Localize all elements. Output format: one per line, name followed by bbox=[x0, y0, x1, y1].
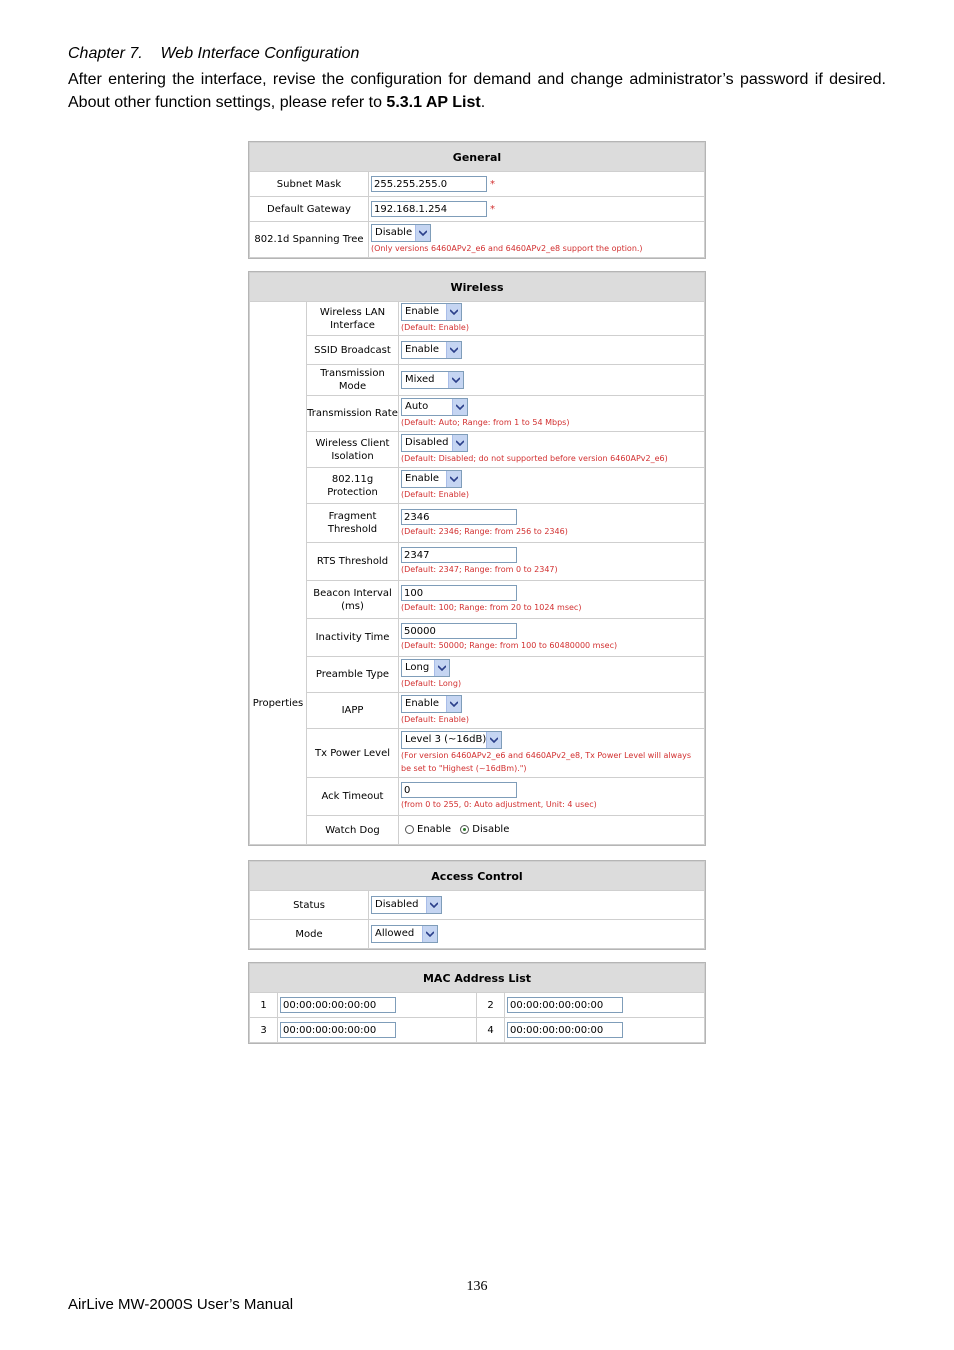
chevron-down-icon bbox=[426, 897, 441, 913]
client-isolation-select[interactable] bbox=[401, 434, 468, 452]
watch-dog-label: Watch Dog bbox=[307, 816, 399, 845]
chapter-heading: Chapter 7. Web Interface Configuration bbox=[68, 45, 360, 62]
access-mode-label: Mode bbox=[250, 920, 369, 949]
transmission-mode-value: Mixed bbox=[405, 374, 435, 385]
ack-timeout-note: (from 0 to 255, 0: Auto adjustment, Unit: 4 usec) bbox=[401, 800, 597, 809]
iapp-label: IAPP bbox=[307, 693, 399, 729]
transmission-rate-note: (Default: Auto; Range: from 1 to 54 Mbps) bbox=[401, 418, 570, 427]
protection-note: (Default: Enable) bbox=[401, 490, 469, 499]
mac-index: 3 bbox=[250, 1018, 278, 1043]
intro-reference: 5.3.1 AP List bbox=[386, 94, 481, 111]
intro-suffix: . bbox=[480, 94, 486, 111]
chevron-down-icon bbox=[452, 435, 467, 451]
preamble-type-value: Long bbox=[405, 662, 430, 673]
watch-dog-disable-label: Disable bbox=[472, 824, 510, 836]
client-isolation-value: Disabled bbox=[405, 437, 449, 448]
tx-power-level-value: Level 3 (~16dB) bbox=[405, 734, 487, 745]
chevron-down-icon bbox=[446, 304, 461, 320]
subnet-mask-label: Subnet Mask bbox=[250, 172, 369, 197]
mac-address-input[interactable]: 00:00:00:00:00:00 bbox=[507, 1022, 623, 1038]
protection-value: Enable bbox=[405, 473, 440, 484]
mac-index: 4 bbox=[477, 1018, 505, 1043]
wlan-interface-value: Enable bbox=[405, 306, 440, 317]
protection-select[interactable] bbox=[401, 470, 462, 488]
access-control-title: Access Control bbox=[250, 862, 705, 891]
ack-timeout-label: Ack Timeout bbox=[307, 778, 399, 816]
transmission-rate-select[interactable] bbox=[401, 398, 468, 416]
chevron-down-icon bbox=[448, 372, 463, 388]
default-gateway-input[interactable]: 192.168.1.254 bbox=[371, 201, 487, 217]
watch-dog-disable-radio[interactable] bbox=[460, 825, 469, 834]
beacon-interval-note: (Default: 100; Range: from 20 to 1024 msec) bbox=[401, 603, 582, 612]
default-gateway-label: Default Gateway bbox=[250, 197, 369, 222]
intro-text: After entering the interface, revise the configuration for demand and change administrator’s password if desired. About other function settings, please refer to bbox=[68, 71, 886, 111]
wireless-title: Wireless bbox=[250, 273, 705, 302]
rts-threshold-label: RTS Threshold bbox=[307, 543, 399, 581]
mac-address-title: MAC Address List bbox=[250, 964, 705, 993]
ssid-broadcast-value: Enable bbox=[405, 344, 440, 355]
fragment-threshold-label: Fragment Threshold bbox=[307, 504, 399, 543]
client-isolation-note: (Default: Disabled; do not supported before version 6460APv2_e6) bbox=[401, 454, 668, 463]
watch-dog-enable-radio[interactable] bbox=[405, 825, 414, 834]
access-mode-value: Allowed bbox=[375, 928, 415, 939]
wireless-panel bbox=[248, 271, 706, 846]
preamble-type-note: (Default: Long) bbox=[401, 679, 462, 688]
fragment-threshold-note: (Default: 2346; Range: from 256 to 2346) bbox=[401, 526, 568, 536]
chevron-down-icon bbox=[415, 225, 430, 241]
spanning-tree-value: Disable bbox=[375, 227, 413, 238]
access-status-select[interactable] bbox=[371, 896, 442, 914]
transmission-mode-select[interactable] bbox=[401, 371, 464, 389]
iapp-note: (Default: Enable) bbox=[401, 715, 469, 724]
intro-paragraph bbox=[68, 68, 886, 114]
page-number: 136 bbox=[466, 1279, 488, 1294]
chevron-down-icon bbox=[452, 399, 467, 415]
tx-power-level-select[interactable] bbox=[401, 731, 502, 749]
chevron-down-icon bbox=[446, 471, 461, 487]
tx-power-level-label: Tx Power Level bbox=[307, 729, 399, 778]
inactivity-time-input[interactable]: 50000 bbox=[401, 623, 517, 639]
chevron-down-icon bbox=[486, 732, 501, 748]
preamble-type-select[interactable] bbox=[401, 659, 450, 677]
spanning-tree-label: 802.1d Spanning Tree bbox=[250, 222, 369, 258]
general-title: General bbox=[250, 143, 705, 172]
chevron-down-icon bbox=[422, 926, 437, 942]
beacon-interval-label: Beacon Interval (ms) bbox=[307, 581, 399, 619]
preamble-type-label: Preamble Type bbox=[307, 657, 399, 693]
transmission-mode-label: Transmission Mode bbox=[307, 365, 399, 396]
watch-dog-enable-label: Enable bbox=[417, 824, 452, 836]
transmission-rate-label: Transmission Rate bbox=[307, 396, 399, 432]
mac-address-input[interactable]: 00:00:00:00:00:00 bbox=[280, 997, 396, 1013]
mac-address-input[interactable]: 00:00:00:00:00:00 bbox=[507, 997, 623, 1013]
wlan-interface-label: Wireless LAN Interface bbox=[307, 302, 399, 336]
footer-text: AirLive MW-2000S User’s Manual bbox=[68, 1296, 294, 1313]
ssid-broadcast-label: SSID Broadcast bbox=[307, 336, 399, 365]
mac-index: 2 bbox=[477, 993, 505, 1018]
wlan-interface-select[interactable] bbox=[401, 303, 462, 321]
spanning-tree-note: (Only versions 6460APv2_e6 and 6460APv2_e8 support the option.) bbox=[371, 244, 643, 253]
required-mark: * bbox=[490, 204, 495, 215]
ssid-broadcast-select[interactable] bbox=[401, 341, 462, 359]
wlan-interface-note: (Default: Enable) bbox=[401, 323, 469, 332]
rts-threshold-input[interactable]: 2347 bbox=[401, 547, 517, 563]
mac-index: 1 bbox=[250, 993, 278, 1018]
chevron-down-icon bbox=[446, 696, 461, 712]
access-control-panel bbox=[248, 860, 706, 950]
inactivity-time-label: Inactivity Time bbox=[307, 619, 399, 657]
client-isolation-label: Wireless Client Isolation bbox=[307, 432, 399, 468]
chevron-down-icon bbox=[434, 660, 449, 676]
protection-label: 802.11g Protection bbox=[307, 468, 399, 504]
mac-address-input[interactable]: 00:00:00:00:00:00 bbox=[280, 1022, 396, 1038]
access-status-value: Disabled bbox=[375, 899, 419, 910]
properties-group-label: Properties bbox=[250, 302, 307, 845]
inactivity-time-note: (Default: 50000; Range: from 100 to 60480000 msec) bbox=[401, 641, 618, 650]
required-mark: * bbox=[490, 179, 495, 190]
access-mode-select[interactable] bbox=[371, 925, 438, 943]
access-status-label: Status bbox=[250, 891, 369, 920]
tx-power-level-note: (For version 6460APv2_e6 and 6460APv2_e8, Tx Power Level will always be set to "Highest (~16dBm).") bbox=[401, 751, 691, 773]
general-panel bbox=[248, 141, 706, 259]
subnet-mask-input[interactable]: 255.255.255.0 bbox=[371, 176, 487, 192]
spanning-tree-select[interactable] bbox=[371, 224, 431, 242]
transmission-rate-value: Auto bbox=[405, 401, 429, 412]
fragment-threshold-input[interactable]: 2346 bbox=[401, 509, 517, 525]
mac-address-panel bbox=[248, 962, 706, 1044]
ack-timeout-input[interactable]: 0 bbox=[401, 782, 517, 798]
iapp-select[interactable] bbox=[401, 695, 462, 713]
chevron-down-icon bbox=[446, 342, 461, 358]
rts-threshold-note: (Default: 2347; Range: from 0 to 2347) bbox=[401, 565, 558, 574]
iapp-value: Enable bbox=[405, 698, 440, 709]
beacon-interval-input[interactable]: 100 bbox=[401, 585, 517, 601]
